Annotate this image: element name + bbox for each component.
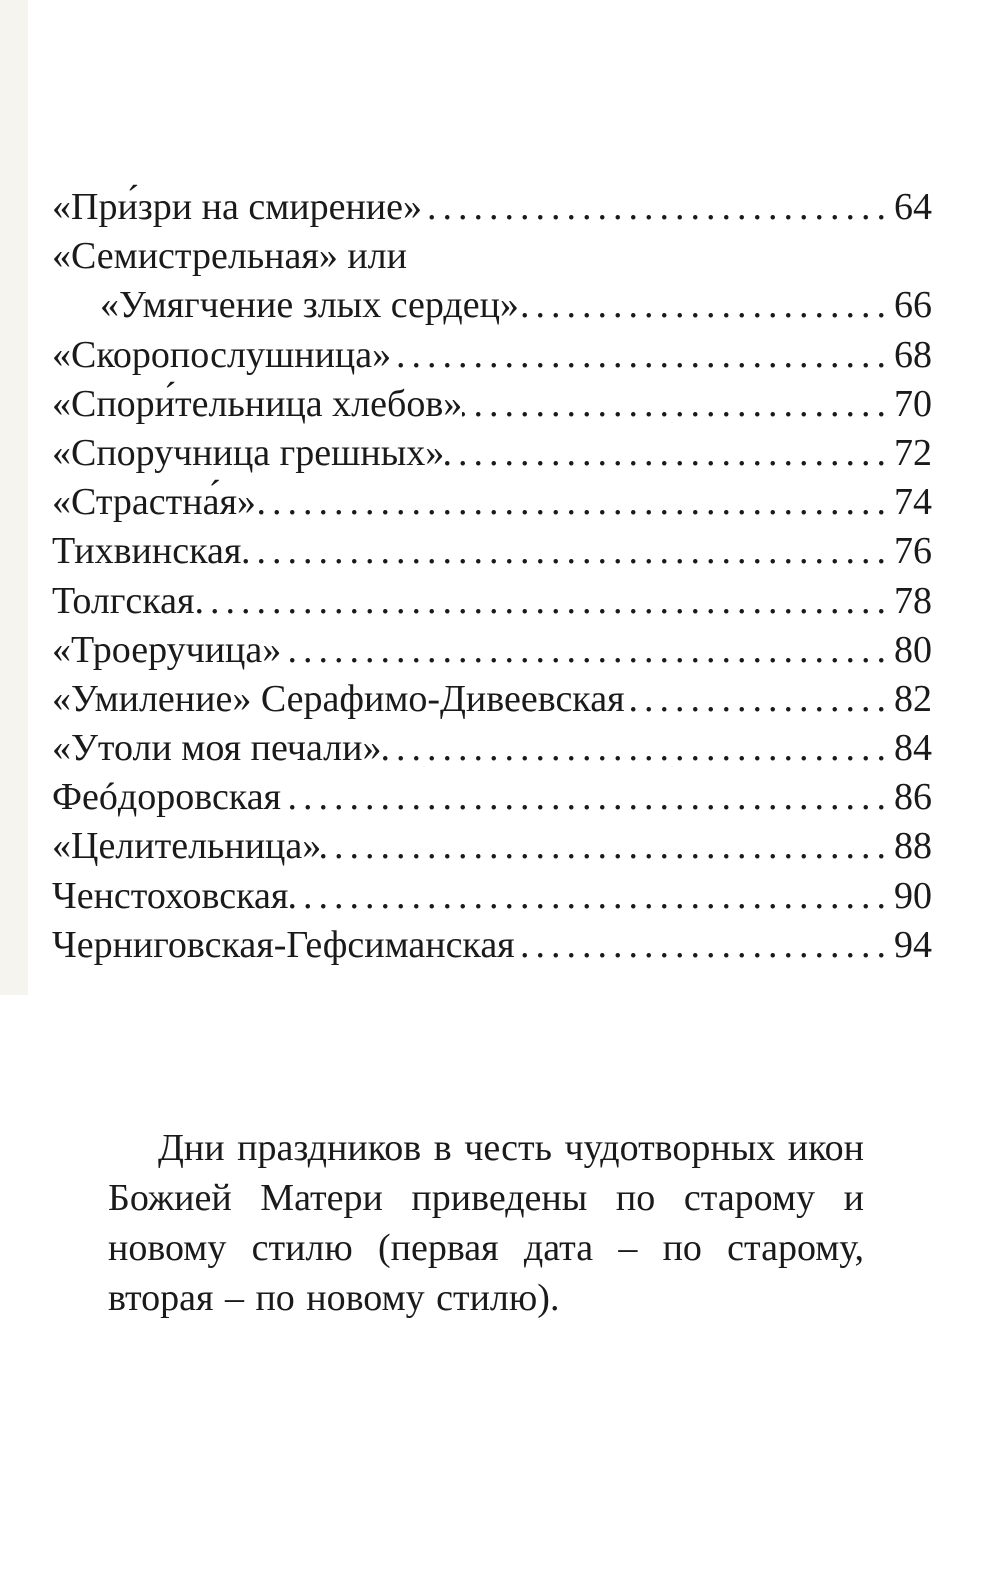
toc-dot-leader: [381, 724, 892, 773]
toc-row: [52, 183, 932, 232]
toc-page-number: 78: [894, 579, 932, 622]
toc-row: [52, 478, 932, 527]
toc-row: [52, 822, 932, 871]
toc-row: [52, 331, 932, 380]
toc-entry-title: «Скоропослушница»: [52, 333, 392, 376]
toc-entry-title: «Целительница»: [52, 825, 322, 868]
toc-row: [52, 429, 932, 478]
toc-dot-leader: [444, 429, 892, 478]
toc-page-number: 94: [894, 923, 932, 966]
toc-dot-leader: [195, 577, 893, 626]
toc-entry-title: «Умиление» Серафимо-Дивеевская: [52, 677, 625, 720]
toc-dot-leader: [288, 872, 892, 921]
toc-entry-title: «Утоли моя печали»: [52, 727, 382, 770]
table-of-contents: [52, 183, 932, 970]
toc-row: [52, 626, 932, 675]
toc-row: [52, 921, 932, 970]
toc-row: [52, 281, 932, 330]
toc-entry-title: Тихвинская: [52, 530, 242, 573]
toc-row: [52, 872, 932, 921]
toc-entry-title: Толгская: [52, 579, 195, 622]
toc-page-number: 76: [894, 530, 932, 573]
toc-page-number: 66: [894, 284, 932, 327]
toc-dot-leader: [281, 626, 892, 675]
toc-page-number: 88: [894, 825, 932, 868]
toc-entry-title: Ченстоховская: [52, 874, 289, 917]
toc-dot-leader: [321, 822, 892, 871]
toc-page-number: 82: [894, 677, 932, 720]
toc-dot-leader: [625, 675, 892, 724]
toc-entry-title: «Страстна́я»: [52, 481, 256, 524]
toc-entry-title: «Умягчение злых сердец»: [100, 284, 519, 327]
toc-page-number: 70: [894, 382, 932, 425]
toc-page-number: 68: [894, 333, 932, 376]
toc-dot-leader: [281, 773, 892, 822]
toc-row: [52, 675, 932, 724]
toc-row: [52, 773, 932, 822]
toc-entry-title: «Спори́тельница хлебов»: [52, 382, 463, 425]
toc-dot-leader: [256, 478, 892, 527]
toc-entry-title: Феóдоровская: [52, 776, 282, 819]
toc-dot-leader: [519, 281, 892, 330]
toc-dot-leader: [241, 527, 892, 576]
toc-entry-title: «Троеручица»: [52, 628, 282, 671]
toc-page-number: 64: [894, 186, 932, 228]
toc-dot-leader: [515, 921, 892, 970]
toc-row: [52, 527, 932, 576]
toc-page-number: 86: [894, 776, 932, 819]
toc-dot-leader: [462, 380, 892, 429]
toc-dot-leader: [422, 183, 892, 232]
toc-page-number: 72: [894, 431, 932, 474]
toc-row: [52, 577, 932, 626]
calendar-style-note: Дни праздников в честь чудотворных икон Божией Матери приведены по старому и новому стилю (первая дата – по старому, вторая – по новому стилю).: [108, 1127, 864, 1319]
toc-entry-title: «При́зри на смирение»: [52, 186, 422, 228]
toc-dot-leader: [391, 331, 892, 380]
toc-entry-title: Черниговская-Гефсиманская: [52, 923, 515, 966]
toc-page-number: 80: [894, 628, 932, 671]
toc-entry-title: «Споручница грешных»: [52, 431, 445, 474]
toc-page-number: 74: [894, 481, 932, 524]
page-edge-shadow: [0, 0, 28, 995]
toc-page-number: 90: [894, 874, 932, 917]
toc-row: [52, 724, 932, 773]
toc-row: [52, 232, 932, 281]
toc-row: [52, 380, 932, 429]
toc-entry-title: «Семистрельная» или: [52, 235, 407, 278]
toc-page-number: 84: [894, 727, 932, 770]
